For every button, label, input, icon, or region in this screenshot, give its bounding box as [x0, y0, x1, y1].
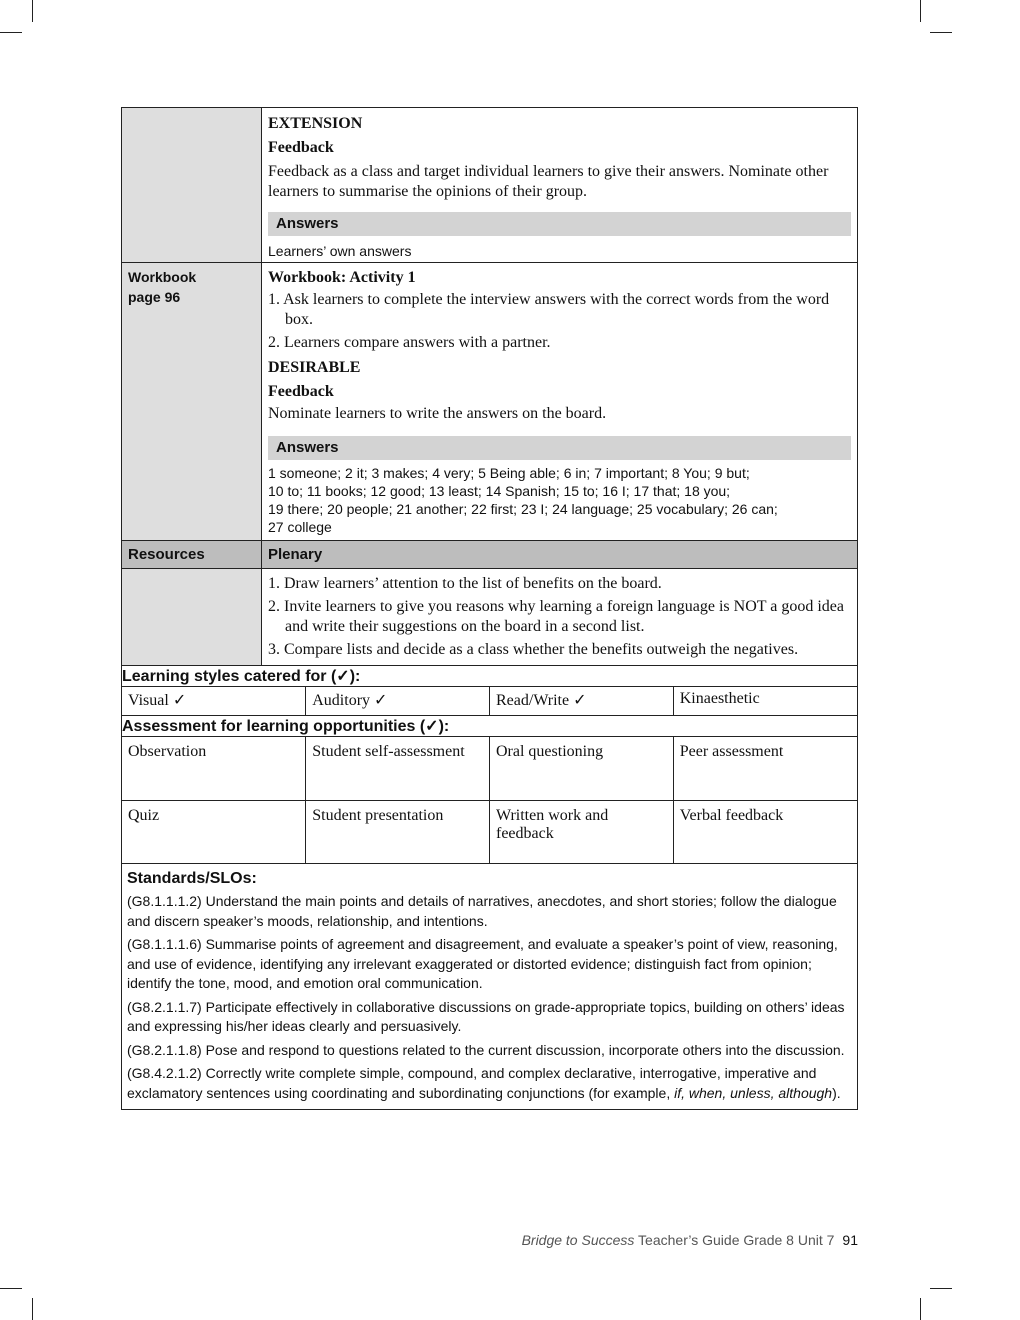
crop-mark	[930, 1288, 952, 1289]
extension-label-cell	[122, 108, 262, 263]
list-item: 1. Ask learners to complete the interview answers with the correct words from the word box.	[268, 291, 830, 328]
learning-styles-heading-row	[122, 666, 858, 687]
assessment-item: Observation	[122, 737, 306, 800]
learning-styles-row	[122, 687, 858, 716]
assessment-item: Student presentation	[306, 800, 490, 863]
assessment-item: Peer assessment	[679, 743, 784, 760]
book-title: Bridge to Success	[521, 1232, 635, 1248]
list-item: 2. Learners compare answers with a partner.	[268, 334, 551, 351]
assessment-item: Written work and feedback	[490, 800, 674, 863]
learning-styles-cell	[122, 687, 858, 716]
plenary-steps	[268, 574, 851, 660]
crop-mark	[32, 1298, 33, 1320]
style-auditory: Auditory ✓	[306, 687, 490, 715]
guide-text: Teacher’s Guide Grade 8 Unit 7	[634, 1232, 835, 1248]
crop-mark	[0, 32, 22, 33]
plenary-content-cell	[262, 569, 858, 666]
workbook-row	[122, 263, 858, 541]
assessment-row	[122, 737, 858, 864]
standard-item	[127, 1064, 852, 1103]
desirable-heading: DESIRABLE	[268, 359, 361, 376]
crop-mark	[920, 0, 921, 22]
crop-mark	[920, 1298, 921, 1320]
workbook-label: Workbook	[128, 269, 197, 285]
assessment-item: Verbal feedback	[673, 800, 857, 863]
assessment-item: Oral questioning	[490, 737, 674, 800]
resources-label: Resources	[122, 541, 262, 569]
style-kinaesthetic: Kinaesthetic	[679, 690, 760, 707]
list-item: 3. Compare lists and decide as a class whether the benefits outweigh the negatives.	[268, 641, 799, 658]
answers-line: 1 someone; 2 it; 3 makes; 4 very; 5 Being able; 6 in; 7 important; 8 You; 9 but;	[268, 465, 750, 481]
extension-row	[122, 108, 858, 263]
workbook-steps	[268, 290, 851, 353]
page-number: 91	[842, 1232, 858, 1248]
feedback-text: Feedback as a class and target individual learners to give their answers. Nominate other learners to summarise the opinions of their group.	[268, 163, 829, 200]
answers-line: 19 there; 20 people; 21 another; 22 first; 23 I; 24 language; 25 vocabulary; 26 can;	[268, 501, 778, 517]
plenary-header-row	[122, 541, 858, 569]
crop-mark	[930, 32, 952, 33]
standard-examples: if, when, unless, although	[674, 1084, 833, 1101]
standards-row	[122, 864, 858, 1110]
lesson-table	[121, 107, 858, 1110]
assessment-item: Quiz	[122, 800, 306, 863]
standards-cell	[122, 864, 858, 1110]
learning-styles-heading: Learning styles catered for (✓):	[122, 666, 858, 687]
workbook-page-label: page 96	[128, 289, 181, 305]
standard-item: (G8.2.1.1.7) Participate effectively in collaborative discussions on grade-appropriate topics, building on others’ ideas and expressing his/her ideas clearly and persuasively.	[127, 998, 845, 1034]
standard-item: (G8.1.1.1.2) Understand the main points and details of narratives, anecdotes, and short stories; follow the dialogue and discern speaker’s moods, relationship, and intentions.	[127, 893, 837, 929]
answers-line: 27 college	[268, 519, 332, 535]
feedback-text: Nominate learners to write the answers on the board.	[268, 405, 607, 422]
workbook-label-cell	[122, 263, 262, 541]
assessment-table	[122, 737, 857, 863]
list-item: 2. Invite learners to give you reasons why learning a foreign language is NOT a good idea and write their suggestions on the board in a second list.	[268, 598, 844, 635]
standard-text-end: ).	[832, 1084, 841, 1101]
workbook-content-cell	[262, 263, 858, 541]
plenary-heading: Plenary	[262, 541, 858, 569]
crop-mark	[0, 1288, 22, 1289]
feedback-heading: Feedback	[268, 139, 334, 156]
learning-styles-table	[122, 687, 857, 715]
standard-item: (G8.1.1.1.6) Summarise points of agreement and disagreement, and evaluate a speaker’s point of view, reasoning, and use of evidence, identifying any irrelevant exaggerated or distorted evidence; distinguish fact from opinion; identify the tone, mood, and emotion oral communication.	[127, 936, 838, 991]
plenary-row	[122, 569, 858, 666]
style-visual: Visual ✓	[122, 687, 306, 715]
standards-heading: Standards/SLOs:	[127, 870, 257, 887]
activity-heading: Workbook: Activity 1	[268, 269, 416, 286]
crop-mark	[32, 0, 33, 22]
list-item: 1. Draw learners’ attention to the list of benefits on the board.	[268, 575, 662, 592]
assessment-item: Student self-assessment	[306, 737, 490, 800]
plenary-label-cell	[122, 569, 262, 666]
style-read-write: Read/Write ✓	[490, 687, 674, 715]
extension-heading: EXTENSION	[268, 115, 363, 132]
standard-item: (G8.2.1.1.8) Pose and respond to questions related to the current discussion, incorporate others into the discussion.	[127, 1041, 845, 1058]
answers-text: Learners’ own answers	[268, 243, 412, 259]
answers-list	[268, 464, 851, 536]
assessment-cell	[122, 737, 858, 864]
standard-text: (G8.4.2.1.2) Correctly write complete simple, compound, and complex declarative, interrogative, imperative and exclamatory sentences using coordinating and subordinating conjunctions (for example,	[127, 1065, 817, 1101]
extension-content-cell	[262, 108, 858, 263]
assessment-heading-row	[122, 716, 858, 737]
answers-line: 10 to; 11 books; 12 good; 13 least; 14 Spanish; 15 to; 16 I; 17 that; 18 you;	[268, 483, 731, 499]
page-footer	[522, 1232, 858, 1248]
assessment-heading: Assessment for learning opportunities (✓):	[122, 716, 858, 737]
answers-bar: Answers	[268, 212, 851, 236]
answers-bar: Answers	[268, 436, 851, 460]
feedback-heading: Feedback	[268, 383, 334, 400]
